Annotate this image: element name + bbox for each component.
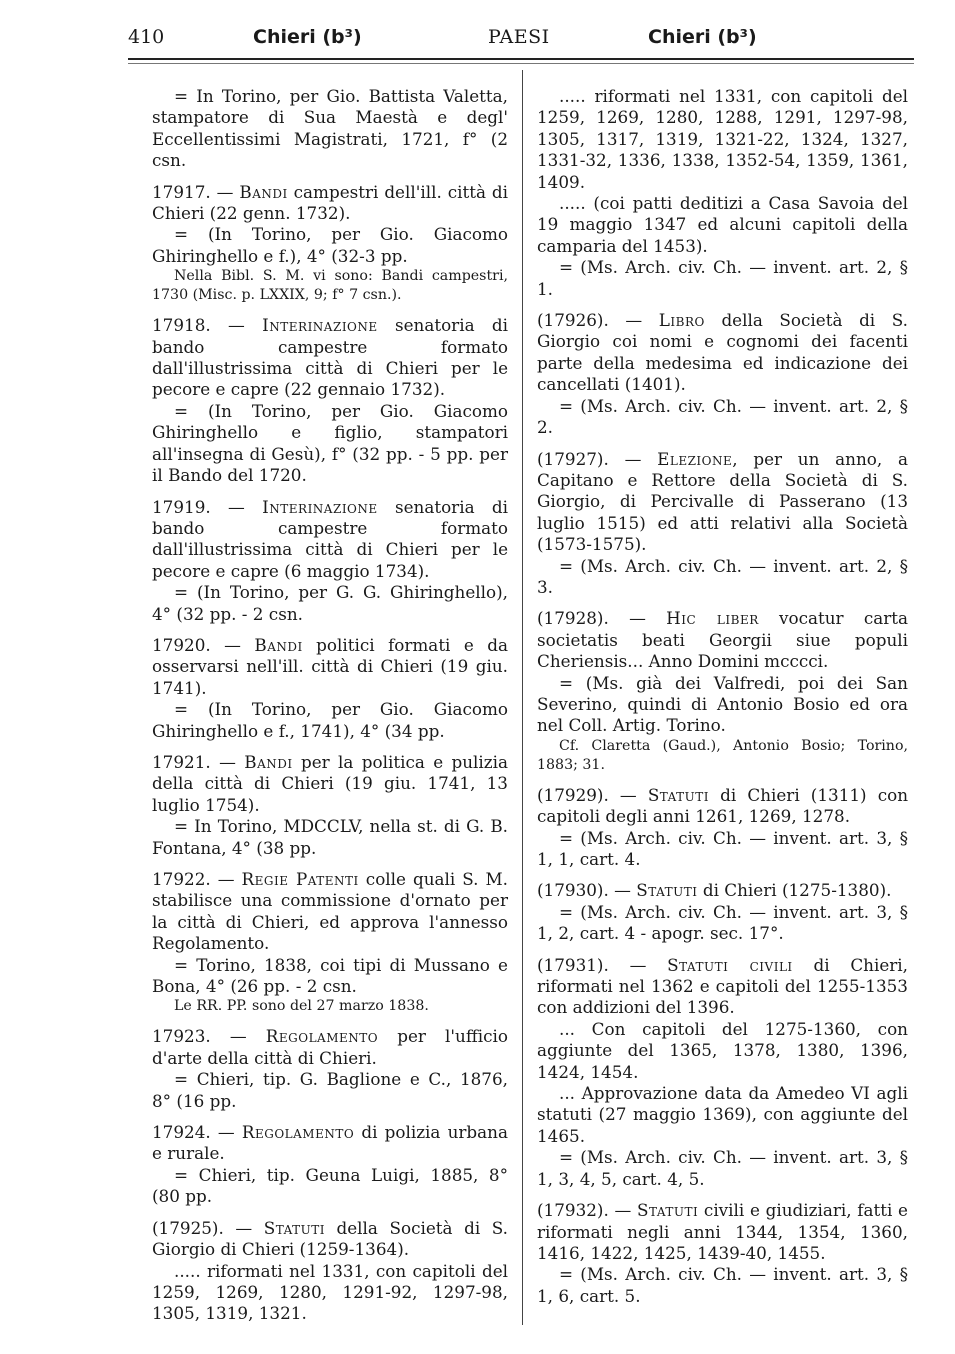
- entry-heading: (17929). — Statuti di Chieri (1311) con capitoli degli anni 1261, 1269, 1278.: [537, 784, 909, 827]
- entry-keyword: Statuti: [647, 784, 710, 805]
- entry-heading: 17922. — Regie Patenti colle quali S. M. stabilisce una commissione d'ornato per la città di Chieri, ed approva l'annesso Regolamento.: [152, 869, 508, 954]
- catalog-entry: [152, 752, 508, 859]
- right-column: [537, 86, 908, 1317]
- entry-title: della Società di S. Giorgio di Chieri (1259-1364).: [152, 1217, 508, 1260]
- entry-number: 17920.: [152, 634, 211, 655]
- entry-number: 17919.: [152, 496, 211, 517]
- entry-heading: 17917. — Bandi campestri dell'ill. città di Chieri (22 genn. 1732).: [152, 181, 508, 224]
- entry-heading: (17932). — Statuti civili e giudiziari, fatti e riformati negli anni 1344, 1354, 1360, 1416, 1422, 1425, 1439-40, 1455.: [537, 1200, 908, 1263]
- entry-heading: (17930). — Statuti di Chieri (1275-1380).: [537, 880, 892, 901]
- entry-number: 17918.: [152, 315, 211, 336]
- entry-heading: (17928). — Hic liber vocatur carta societatis beati Georgii siue populi Cheriensis... Anno Domini mccccі.: [537, 608, 909, 672]
- entry-imprint: = (Ms. Arch. civ. Ch. — invent. art. 2, § 2.: [537, 395, 908, 438]
- entry-keyword: Interinazione: [262, 496, 378, 517]
- entry-heading: 17921. — Bandi per la politica e pulizia della città di Chieri (19 giu. 1741, 13 luglio 1754).: [152, 751, 509, 815]
- entry-imprint: ... Approvazione data da Amedeo VI agli statuti (27 maggio 1369), con aggiunte del 1465.: [537, 1083, 908, 1146]
- entry-heading: 17919. — Interinazione senatoria di bando campestre formato dall'illustrissima città di Chieri per le pecore e capre (6 maggio 1734).: [152, 496, 509, 581]
- entry-imprint: = In Torino, MDCCLV, nella st. di G. B. Fontana, 4° (38 pp.: [152, 816, 508, 858]
- entry-keyword: Regie Patenti: [241, 869, 359, 889]
- entry-heading: (17926). — Libro della Società di S. Giorgio coi nomi e cognomi dei facenti parte della medesima ed indicazione dei cancellati (1401).: [537, 310, 908, 395]
- catalog-entry: [537, 310, 908, 438]
- entry-imprint: ... Con capitoli del 1275-1360, con aggiunte del 1365, 1378, 1380, 1396, 1424, 1454.: [537, 1018, 908, 1082]
- catalog-entry: [152, 86, 508, 172]
- entry-number: (17927).: [537, 448, 609, 469]
- entry-keyword: Bandi: [254, 634, 303, 655]
- entry-imprint: = (In Torino, per G. G. Ghiringhello), 4° (32 pp. - 2 csn.: [152, 582, 508, 624]
- entry-imprint: = (Ms. Arch. civ. Ch. — invent. art. 3, § 1, 2, cart. 4 - apogr. sec. 17°.: [537, 901, 908, 944]
- entry-imprint: = (In Torino, per Gio. Giacomo Ghiringhello e f.), 4° (32-3 pp.: [152, 224, 508, 266]
- catalog-entry: [537, 608, 908, 774]
- entry-keyword: Interinazione: [262, 315, 378, 336]
- entry-title: vocatur carta societatis beati Georgii siue populi Cheriensis... Anno Domini mccccі.: [537, 608, 909, 672]
- header-rule: [128, 58, 914, 60]
- entry-keyword: Statuti: [636, 880, 698, 901]
- entry-number: 17923.: [152, 1026, 211, 1047]
- entry-heading: (17927). — Elezione, per un anno, a Capitano e Rettore della Società di S. Giorgio, di Percivalle di Passerano (13 luglio 1515) ed atti relativi alla Società (1573-1575).: [537, 448, 908, 555]
- entry-number: 17922.: [152, 869, 211, 889]
- entry-imprint: = In Torino, per Gio. Battista Valetta, stampatore di Sua Maestà e degl' Eccellentissimi Magistrati, 1721, f° (2 csn.: [152, 86, 508, 171]
- entry-title: , per un anno, a Capitano e Rettore della Società di S. Giorgio, di Percivalle di Passerano (13 luglio 1515) ed atti relativi alla Società (1573-1575).: [537, 448, 908, 555]
- entry-keyword: Statuti: [637, 1200, 699, 1221]
- entry-number: (17931).: [537, 954, 609, 975]
- entry-keyword: Hic liber: [666, 608, 759, 629]
- entry-heading: 17923. — Regolamento per l'ufficio d'arte della città di Chieri.: [152, 1026, 508, 1068]
- entry-heading: 17920. — Bandi politici formati e da osservarsi nell'ill. città di Chieri (19 giu. 1741).: [152, 634, 508, 698]
- entry-imprint: = (Ms. Arch. civ. Ch. — invent. art. 2, § 1.: [537, 257, 908, 299]
- entry-imprint: = Chieri, tip. Geuna Luigi, 1885, 8° (80 pp.: [152, 1164, 508, 1207]
- catalog-entry: [152, 1026, 508, 1112]
- entry-imprint: = (Ms. Arch. civ. Ch. — invent. art. 3, § 1, 3, 4, 5, cart. 4, 5.: [537, 1147, 908, 1189]
- entry-number: 17924.: [152, 1122, 211, 1143]
- entry-number: (17929).: [537, 784, 609, 805]
- catalog-entry: [152, 635, 508, 742]
- running-title-right: Chieri (b³): [648, 26, 757, 48]
- entry-title: politici formati e da osservarsi nell'ill. città di Chieri (19 giu. 1741).: [152, 634, 508, 698]
- header-rule-thin: [128, 63, 914, 64]
- entry-imprint: = (Ms. Arch. civ. Ch. — invent. art. 3, § 1, 6, cart. 5.: [537, 1264, 908, 1306]
- entry-title: di Chieri (1311) con capitoli degli anni 1261, 1269, 1278.: [537, 784, 909, 827]
- catalog-entry: [152, 1218, 508, 1325]
- entry-imprint: = Chieri, tip. G. Baglione e C., 1876, 8° (16 pp.: [152, 1069, 508, 1111]
- page-number: 410: [128, 26, 165, 48]
- entry-title: di polizia urbana e rurale.: [152, 1122, 508, 1164]
- entry-keyword: Statuti civili: [667, 954, 793, 975]
- entry-imprint: ..... riformati nel 1331, con capitoli del 1259, 1269, 1280, 1291-92, 1297-98, 1305, 1319, 1321.: [152, 1260, 508, 1324]
- entry-imprint: = (In Torino, per Gio. Giacomo Ghiringhello e f., 1741), 4° (34 pp.: [152, 699, 508, 741]
- column-divider: [522, 70, 523, 1325]
- entry-keyword: Elezione: [657, 448, 733, 469]
- catalog-entry: [537, 449, 908, 599]
- entry-title: colle quali S. M. stabilisce una commissione d'ornato per la città di Chieri, ed approva l'annesso Regolamento.: [152, 869, 508, 954]
- catalog-entry: [537, 955, 908, 1190]
- entry-number: (17926).: [537, 310, 609, 331]
- running-title-left: Chieri (b³): [253, 26, 362, 48]
- entry-heading: 17918. — Interinazione senatoria di bando campestre formato dall'illustrissima città di Chieri per le pecore e capre (22 gennaio 1732).: [152, 315, 509, 400]
- entry-imprint: = (In Torino, per Gio. Giacomo Ghiringhello e figlio, stampatori all'insegna di Gesù), f° (32 pp. - 5 pp. per il Bando del 1720.: [152, 400, 508, 486]
- entry-number: (17925).: [152, 1217, 224, 1238]
- entry-heading: 17924. — Regolamento di polizia urbana e rurale.: [152, 1122, 508, 1164]
- entry-number: (17930).: [537, 880, 609, 901]
- catalog-entry: [537, 785, 908, 871]
- entry-title: della Società di S. Giorgio coi nomi e cognomi dei facenti parte della medesima ed indicazione dei cancellati (1401).: [537, 310, 908, 395]
- entry-note: Nella Bibl. S. M. vi sono: Bandi campestri, 1730 (Misc. p. LXXIX, 9; f° 7 csn.).: [152, 268, 508, 304]
- entry-title: civili e giudiziari, fatti e riformati negli anni 1344, 1354, 1360, 1416, 1422, 1425, 1439-40, 1455.: [537, 1200, 908, 1263]
- catalog-entry: [152, 869, 508, 1016]
- entry-imprint: = (Ms. già dei Valfredi, poi dei San Severino, quindi di Antonio Bosio ed ora nel Coll. Artig. Torino.: [537, 672, 908, 736]
- entry-imprint: = (Ms. Arch. civ. Ch. — invent. art. 2, § 3.: [537, 555, 908, 597]
- running-title-center: PAESI: [488, 26, 550, 48]
- entry-imprint: ..... riformati nel 1331, con capitoli del 1259, 1269, 1280, 1288, 1291, 1297-98, 1305, 1317, 1319, 1321-22, 1324, 1327, 1331-32, 1336, 1338, 1352-54, 1359, 1361, 1409.: [537, 86, 908, 192]
- entry-title: campestri dell'ill. città di Chieri (22 genn. 1732).: [152, 181, 508, 224]
- entry-keyword: Regolamento: [241, 1122, 355, 1143]
- catalog-entry: [537, 1200, 908, 1307]
- entry-heading: (17931). — Statuti civili di Chieri, riformati nel 1362 e capitoli del 1255-1353 con addizioni del 1396.: [537, 954, 909, 1018]
- entry-keyword: Regolamento: [265, 1026, 379, 1047]
- entry-title: di Chieri (1275-1380).: [702, 880, 892, 901]
- entry-imprint: = Torino, 1838, coi tipi di Mussano e Bona, 4° (26 pp. - 2 csn.: [152, 954, 508, 997]
- catalog-entry: [537, 880, 908, 944]
- entry-keyword: Statuti: [263, 1217, 325, 1238]
- entry-keyword: Bandi: [244, 751, 293, 772]
- entry-keyword: Bandi: [239, 181, 288, 202]
- left-column: [152, 86, 508, 1335]
- entry-number: (17928).: [537, 608, 609, 629]
- entry-title: per la politica e pulizia della città di Chieri (19 giu. 1741, 13 luglio 1754).: [152, 751, 509, 815]
- entry-number: 17917.: [152, 181, 211, 202]
- entry-title: per l'ufficio d'arte della città di Chieri.: [152, 1026, 508, 1068]
- entry-imprint: = (Ms. Arch. civ. Ch. — invent. art. 3, § 1, 1, cart. 4.: [537, 827, 908, 869]
- entry-imprint: ..... (coi patti deditizi a Casa Savoia del 19 maggio 1347 ed alcuni capitoli della camparia del 1453).: [537, 193, 908, 256]
- entry-note: Cf. Claretta (Gaud.), Antonio Bosio; Torino, 1883; 31.: [537, 737, 908, 773]
- page-header: [128, 22, 914, 52]
- entry-note: Le RR. PP. sono del 27 marzo 1838.: [174, 998, 429, 1015]
- catalog-entry: [152, 497, 508, 625]
- catalog-entry: [152, 1122, 508, 1208]
- entry-keyword: Libro: [658, 310, 705, 331]
- entry-title: di Chieri, riformati nel 1362 e capitoli del 1255-1353 con addizioni del 1396.: [537, 954, 909, 1018]
- entry-number: 17921.: [152, 751, 211, 772]
- entry-number: (17932).: [537, 1200, 609, 1221]
- entry-title: senatoria di bando campestre formato dall'illustrissima città di Chieri per le pecore e capre (6 maggio 1734).: [152, 496, 509, 581]
- catalog-entry: [152, 315, 508, 486]
- entry-heading: (17925). — Statuti della Società di S. Giorgio di Chieri (1259-1364).: [152, 1217, 508, 1260]
- catalog-entry: [537, 86, 908, 300]
- catalog-entry: [152, 182, 508, 306]
- entry-title: senatoria di bando campestre formato dall'illustrissima città di Chieri per le pecore e capre (22 gennaio 1732).: [152, 315, 509, 400]
